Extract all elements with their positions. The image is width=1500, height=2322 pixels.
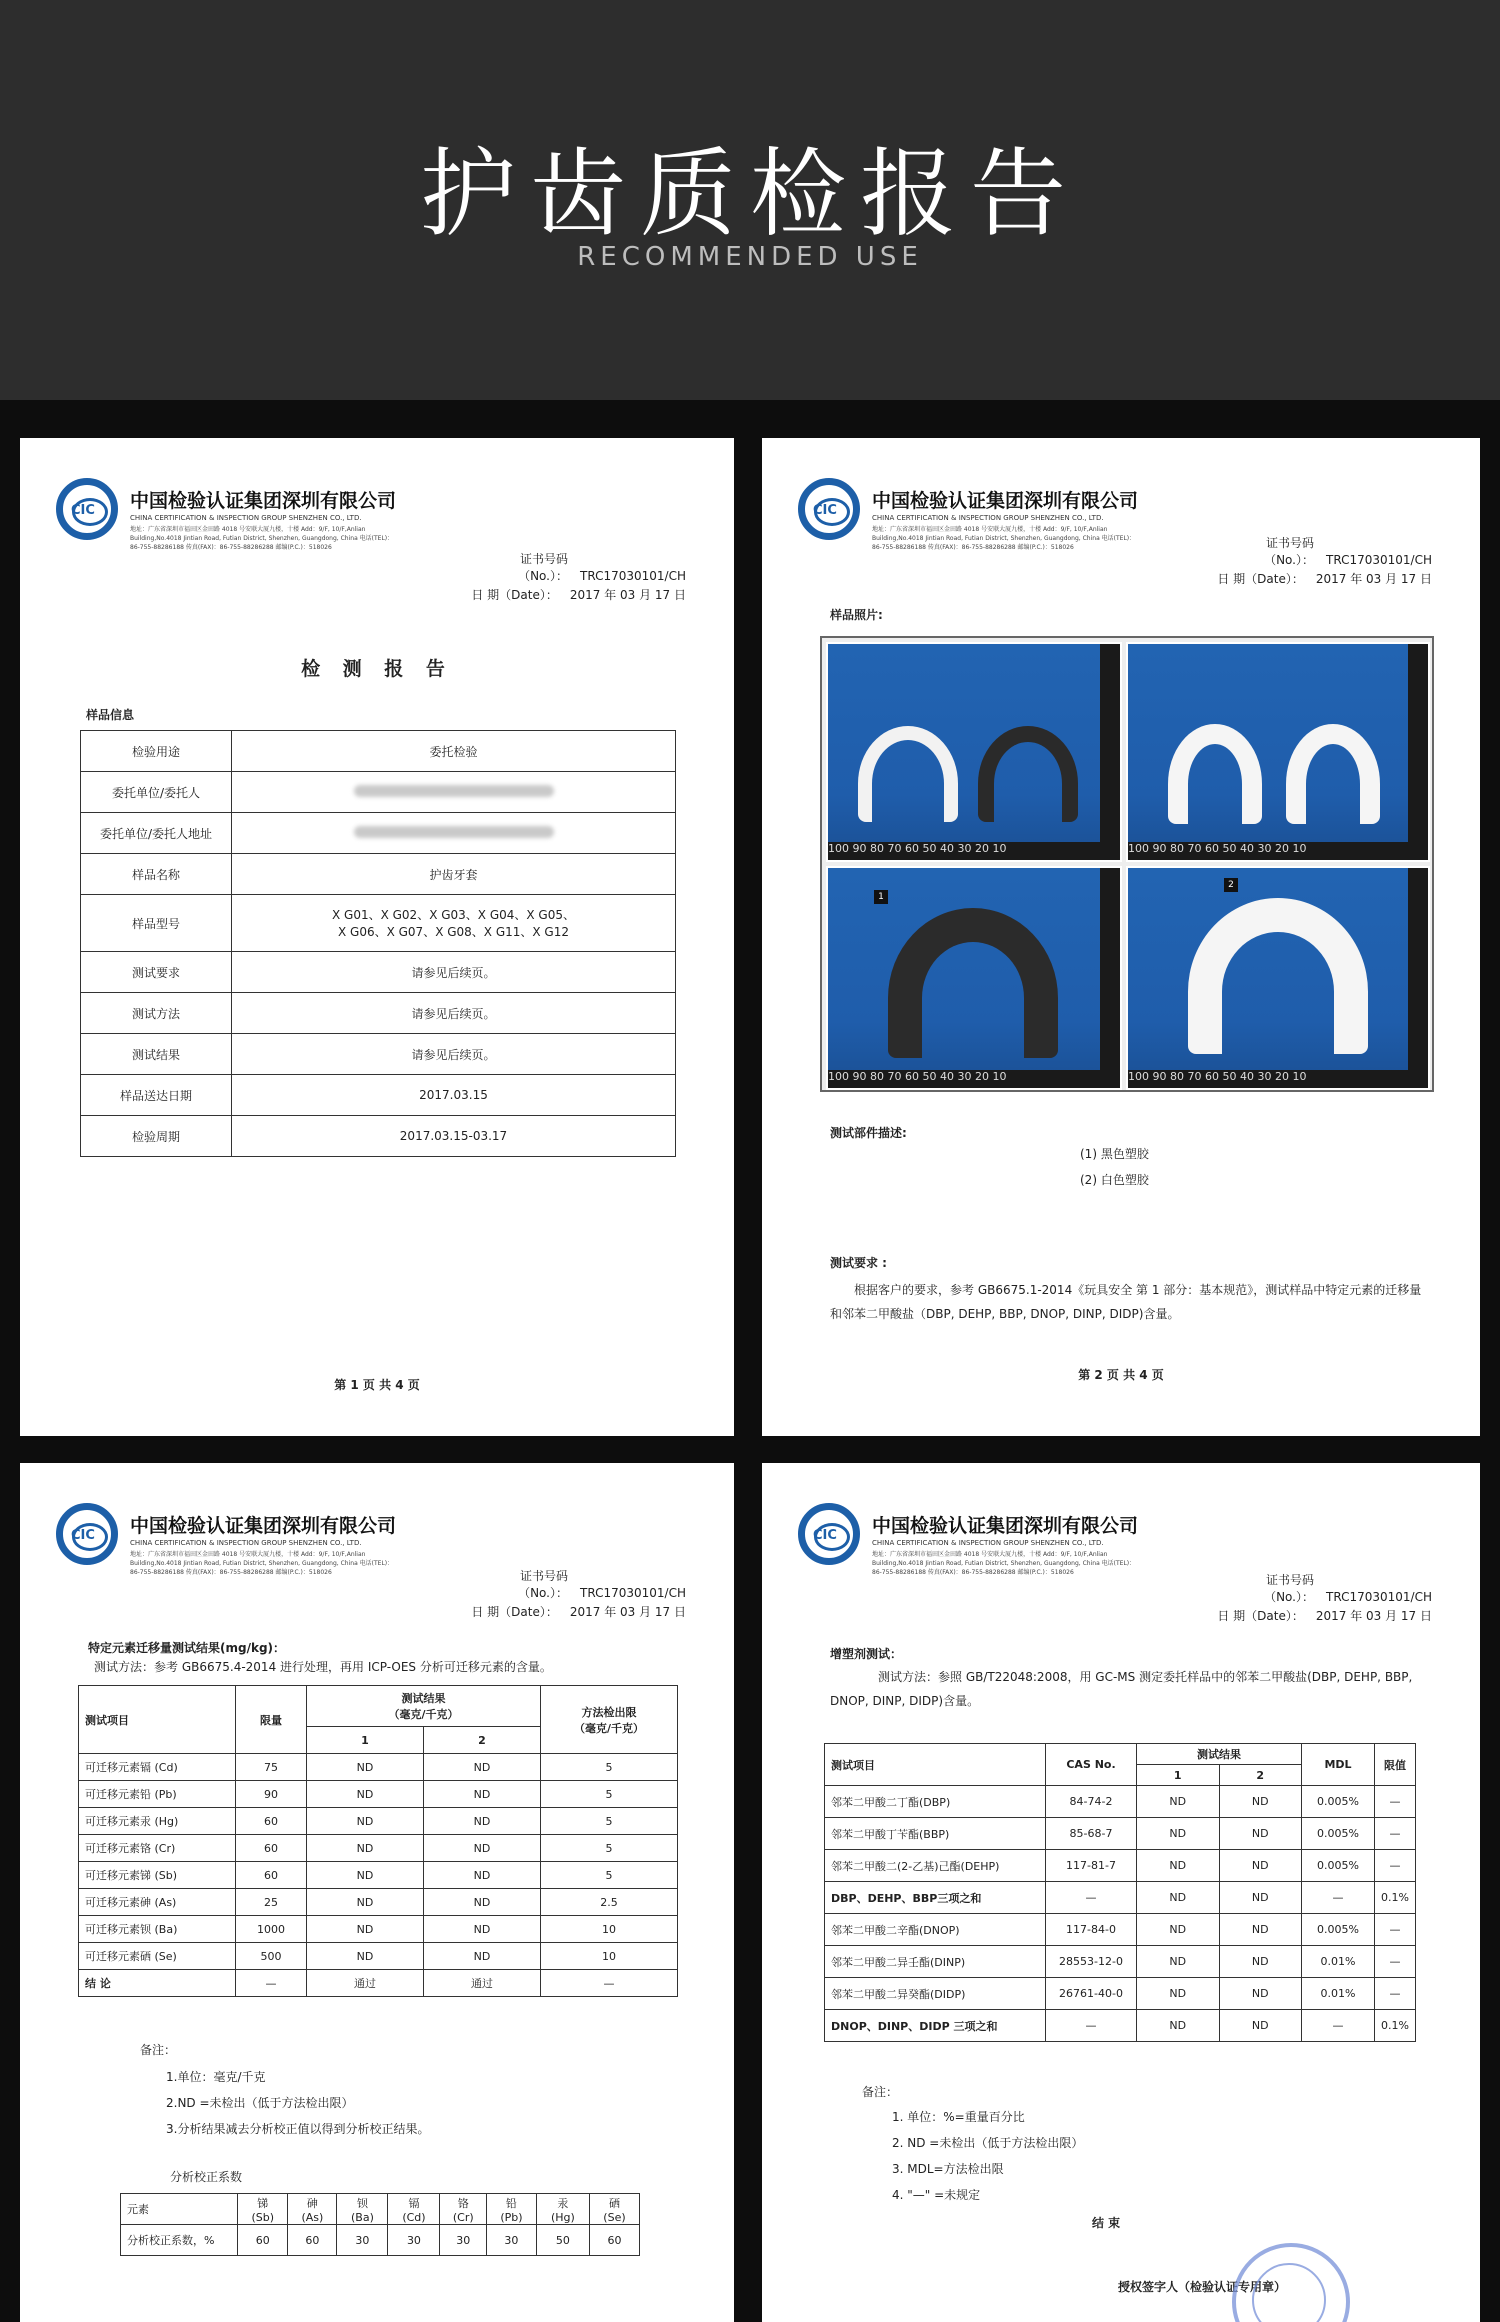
black-guard-shape [888, 908, 1058, 1058]
table-cell: ND [424, 1781, 541, 1808]
company-name-en: CHINA CERTIFICATION & INSPECTION GROUP SHENZHEN CO., LTD. [130, 1539, 362, 1547]
row-value: 2017.03.15 [232, 1075, 676, 1116]
table-row [79, 1835, 678, 1862]
part-1: (1) 黑色塑胶 [1080, 1147, 1149, 1161]
page-footer: 第 2 页 共 4 页 [1078, 1368, 1164, 1382]
table-cell: ND [424, 1889, 541, 1916]
company-name: 中国检验认证集团深圳有限公司 [130, 1515, 397, 1537]
table-cell: 可迁移元素锑 (Sb) [79, 1862, 236, 1889]
req-label: 测试要求 : [830, 1256, 887, 1270]
table-cell: 0.1% [1375, 2010, 1416, 2042]
company-address: 地址：广东省深圳市福田区金田路 4018 号安联大厦九楼，十楼 Add：9/F, 10/F,Anlian Building,No.4018 Jintian Road, Futian District, Shenzhen, Guangdong, China 电话(TEL)：86-755-88286188 传真(FAX)：86-755-88286288 邮编(P.C.)：518026 [130, 1551, 394, 1576]
table-cell: ND [1219, 1946, 1302, 1978]
table-cell: ND [424, 1943, 541, 1970]
test-method: 测试方法：参照 GB/T22048:2008，用 GC-MS 测定委托样品中的邻苯二甲酸盐(DBP, DEHP, BBP, DNOP, DINP, DIDP)含量。 [830, 1670, 1413, 1708]
table-row [81, 993, 676, 1034]
table-cell: ND [424, 1916, 541, 1943]
company-name: 中国检验认证集团深圳有限公司 [872, 1515, 1139, 1537]
row-label: 样品名称 [81, 854, 232, 895]
table-row [79, 1916, 678, 1943]
table-cell: ND [1137, 1882, 1220, 1914]
table-cell: 通过 [424, 1970, 541, 1997]
row-value: 委托检验 [232, 731, 676, 772]
table-row [81, 1116, 676, 1157]
table-row [79, 1970, 678, 1997]
report-page-1 [20, 438, 734, 1436]
table-cell: 500 [236, 1943, 307, 1970]
calib-header-cell: 镉 (Cd) [388, 2194, 440, 2225]
table-cell: ND [307, 1916, 424, 1943]
table-cell: 0.005% [1302, 1850, 1375, 1882]
report-page-2 [762, 438, 1480, 1436]
table-cell: ND [307, 1943, 424, 1970]
white-guard-shape [858, 726, 958, 822]
table-row [81, 952, 676, 993]
table-cell: ND [307, 1835, 424, 1862]
table-cell: ND [424, 1862, 541, 1889]
row-label: 测试要求 [81, 952, 232, 993]
table-cell: 可迁移元素硒 (Se) [79, 1943, 236, 1970]
cert-line: 证书号码（No.）： TRC17030101/CH [1264, 1573, 1432, 1604]
company-name: 中国检验认证集团深圳有限公司 [872, 490, 1139, 512]
table-row [825, 2010, 1416, 2042]
section-title: 特定元素迁移量测试结果(mg/kg)： [88, 1641, 286, 1655]
white-guard-shape [1286, 724, 1380, 824]
date-line: 日 期（Date）： 2017 年 03 月 17 日 [471, 588, 686, 602]
cic-logo-icon: CIC [798, 1503, 860, 1565]
company-name-en: CHINA CERTIFICATION & INSPECTION GROUP SHENZHEN CO., LTD. [872, 514, 1104, 522]
table-cell: 10 [541, 1943, 678, 1970]
table-cell: 可迁移元素铅 (Pb) [79, 1781, 236, 1808]
table-row [81, 854, 676, 895]
table-cell: ND [424, 1835, 541, 1862]
table-cell: 5 [541, 1862, 678, 1889]
table-cell: ND [1137, 1850, 1220, 1882]
table-row [81, 1075, 676, 1116]
calib-cell: 60 [238, 2225, 288, 2256]
calib-cell: 分析校正系数，% [121, 2225, 238, 2256]
table-cell: 邻苯二甲酸二丁酯(DBP) [825, 1786, 1046, 1818]
company-address: 地址：广东省深圳市福田区金田路 4018 号安联大厦九楼，十楼 Add：9/F, 10/F,Anlian Building,No.4018 Jintian Road, Futian District, Shenzhen, Guangdong, China 电话(TEL)：86-755-88286188 传真(FAX)：86-755-88286288 邮编(P.C.)：518026 [130, 526, 394, 551]
table-cell: 0.01% [1302, 1946, 1375, 1978]
req-text: 根据客户的要求，参考 GB6675.1-2014《玩具安全 第 1 部分：基本规范》，测试样品中特定元素的迁移量和邻苯二甲酸盐（DBP, DEHP, BBP, DNOP, DINP, DIDP)含量。 [830, 1283, 1422, 1321]
table-cell: ND [307, 1781, 424, 1808]
table-cell: 0.005% [1302, 1818, 1375, 1850]
note-2: 2.ND =未检出（低于方法检出限） [166, 2096, 354, 2110]
table-cell: — [1375, 1786, 1416, 1818]
sample-info-table [80, 730, 676, 1157]
calib-cell: 30 [487, 2225, 537, 2256]
table-cell: — [1375, 1818, 1416, 1850]
cic-logo-icon: CIC [56, 1503, 118, 1565]
calib-cell: 60 [288, 2225, 337, 2256]
table-cell: DBP、DEHP、BBP三项之和 [825, 1882, 1046, 1914]
note-3: 3. MDL=方法检出限 [892, 2162, 1004, 2176]
notes-label: 备注： [862, 2085, 899, 2099]
row-value: 请参见后续页。 [232, 952, 676, 993]
page-title: 护齿质检报告 [420, 138, 1080, 250]
table-row [825, 1978, 1416, 2010]
marker-1: 1 [874, 890, 888, 904]
report-title: 检 测 报 告 [301, 658, 453, 680]
table-row [825, 1818, 1416, 1850]
element-migration-table: 测试项目 限量 测试结果 （毫克/千克） 方法检出限 （毫克/千克） 1 2 可迁移元素镉 (Cd) 75 ND ND 5 可迁移元素铅 (Pb) 90 ND ND 5 可迁移元素汞 (Hg) 60 ND ND 5 可迁移元素铬 (Cr) 60 ND ND 5 可迁移元素锑 (Sb) 60 ND ND 5 可迁移元素砷 (As) 25 ND ND 2.5 可迁移元素钡 (Ba) 1000 ND ND 10 可迁移元素硒 (Se) 500 ND ND 10 结 论 — 通过 通过 — [78, 1685, 678, 1997]
row-value: 请参见后续页。 [232, 1034, 676, 1075]
table-cell: ND [307, 1862, 424, 1889]
header-banner [0, 0, 1500, 400]
section-title: 增塑剂测试： [830, 1647, 903, 1661]
company-name-en: CHINA CERTIFICATION & INSPECTION GROUP SHENZHEN CO., LTD. [130, 514, 362, 522]
notes-label: 备注： [140, 2043, 177, 2057]
table-cell: 5 [541, 1835, 678, 1862]
photos-label: 样品照片: [830, 608, 883, 622]
test-method: 测试方法：参考 GB6675.4-2014 进行处理，再用 ICP-OES 分析可迁移元素的含量。 [94, 1660, 552, 1674]
row-value: 2017.03.15-03.17 [232, 1116, 676, 1157]
calib-label: 分析校正系数 [170, 2170, 243, 2184]
cic-logo-icon: CIC [798, 478, 860, 540]
table-row [825, 1786, 1416, 1818]
table-cell: 邻苯二甲酸丁苄酯(BBP) [825, 1818, 1046, 1850]
table-cell: 邻苯二甲酸二辛酯(DNOP) [825, 1914, 1046, 1946]
calib-header-cell: 硒 (Se) [589, 2194, 639, 2225]
redacted-text [354, 826, 554, 838]
table-cell: 90 [236, 1781, 307, 1808]
note-3: 3.分析结果减去分析校正值以得到分析校正结果。 [166, 2122, 430, 2136]
table-cell: ND [1137, 2010, 1220, 2042]
table-cell: 0.01% [1302, 1978, 1375, 2010]
calibration-table [120, 2193, 640, 2256]
row-label: 检验用途 [81, 731, 232, 772]
table-cell: 0.005% [1302, 1914, 1375, 1946]
calib-header-cell: 铅 (Pb) [487, 2194, 537, 2225]
white-guard-shape [1168, 724, 1262, 824]
table-row [79, 1862, 678, 1889]
plasticizer-table: 测试项目 CAS No. 测试结果 MDL 限值 1 2 邻苯二甲酸二丁酯(DBP) 84-74-2 ND ND 0.005% — 邻苯二甲酸丁苄酯(BBP) 85-68-7 ND ND 0.005% — 邻苯二甲酸二(2-乙基)己酯(DEHP) 117-81-7 ND ND 0.005% — DBP、DEHP、BBP三项之和 — ND ND — 0.1% 邻苯二甲酸二辛酯(DNOP) 117-84-0 ND ND 0.005% — 邻苯二甲酸二异壬酯(DINP) 28553-12-0 ND ND 0.01% — 邻苯二甲酸二异癸酯(DIDP) 26761-40-0 ND ND 0.01% — DNOP、DINP、DIDP 三项之和 — ND ND — 0.1% [824, 1743, 1416, 2042]
table-cell: ND [1219, 1882, 1302, 1914]
section-title: 样品信息 [86, 708, 135, 722]
calib-cell: 30 [337, 2225, 388, 2256]
table-row [79, 1943, 678, 1970]
table-cell: ND [424, 1754, 541, 1781]
calib-header-cell: 钡 (Ba) [337, 2194, 388, 2225]
table-row [81, 1034, 676, 1075]
table-row [79, 1808, 678, 1835]
row-label: 测试方法 [81, 993, 232, 1034]
table-cell: 可迁移元素砷 (As) [79, 1889, 236, 1916]
table-cell: — [1375, 1978, 1416, 2010]
table-cell: 0.005% [1302, 1786, 1375, 1818]
parts-label: 测试部件描述: [830, 1126, 907, 1140]
table-cell: ND [1137, 1946, 1220, 1978]
table-row [825, 1914, 1416, 1946]
page-subtitle: RECOMMENDED USE [577, 242, 923, 272]
page-footer: 第 1 页 共 4 页 [334, 1378, 420, 1392]
table-cell: 可迁移元素汞 (Hg) [79, 1808, 236, 1835]
table-cell: 结 论 [79, 1970, 236, 1997]
table-cell: — [1375, 1946, 1416, 1978]
table-cell: 可迁移元素钡 (Ba) [79, 1916, 236, 1943]
calib-cell: 50 [536, 2225, 589, 2256]
redacted-text [354, 785, 554, 797]
table-cell: 28553-12-0 [1046, 1946, 1137, 1978]
table-cell: ND [1219, 1818, 1302, 1850]
date-line: 日 期（Date）： 2017 年 03 月 17 日 [1217, 572, 1432, 586]
cert-line: 证书号码（No.）： TRC17030101/CH [1264, 536, 1432, 567]
calib-header-cell: 铬 (Cr) [440, 2194, 487, 2225]
table-cell: ND [1219, 1850, 1302, 1882]
table-cell: 10 [541, 1916, 678, 1943]
table-cell: — [1375, 1850, 1416, 1882]
row-label: 委托单位/委托人 [81, 772, 232, 813]
note-2: 2. ND =未检出（低于方法检出限） [892, 2136, 1084, 2150]
table-cell: 60 [236, 1862, 307, 1889]
table-row [81, 731, 676, 772]
table-cell: — [236, 1970, 307, 1997]
table-cell: — [1302, 2010, 1375, 2042]
table-row [79, 1754, 678, 1781]
table-cell: 0.1% [1375, 1882, 1416, 1914]
note-4: 4. "—" =未规定 [892, 2188, 981, 2202]
table-cell: 可迁移元素铬 (Cr) [79, 1835, 236, 1862]
table-cell: 通过 [307, 1970, 424, 1997]
table-cell: DNOP、DINP、DIDP 三项之和 [825, 2010, 1046, 2042]
table-cell: ND [1219, 1786, 1302, 1818]
row-label: 检验周期 [81, 1116, 232, 1157]
note-1: 1. 单位：%=重量百分比 [892, 2110, 1025, 2124]
calib-header-cell: 锑 (Sb) [238, 2194, 288, 2225]
calib-cell: 60 [589, 2225, 639, 2256]
table-row [825, 1850, 1416, 1882]
table-cell: ND [1219, 1914, 1302, 1946]
table-cell: ND [1137, 1978, 1220, 2010]
table-cell: 5 [541, 1808, 678, 1835]
calib-header-cell: 砷 (As) [288, 2194, 337, 2225]
table-cell: — [541, 1970, 678, 1997]
table-cell: ND [1137, 1818, 1220, 1850]
table-cell: ND [307, 1889, 424, 1916]
row-value [232, 772, 676, 813]
table-cell: 2.5 [541, 1889, 678, 1916]
table-row [825, 1946, 1416, 1978]
table-cell: 25 [236, 1889, 307, 1916]
calib-header-cell: 汞 (Hg) [536, 2194, 589, 2225]
row-label: 委托单位/委托人地址 [81, 813, 232, 854]
row-value: X G01、X G02、X G03、X G04、X G05、 X G06、X G07、X G08、X G11、X G12 [232, 895, 676, 952]
table-cell: 邻苯二甲酸二异癸酯(DIDP) [825, 1978, 1046, 2010]
marker-2: 2 [1224, 878, 1238, 892]
table-cell: — [1046, 1882, 1137, 1914]
table-cell: 117-84-0 [1046, 1914, 1137, 1946]
cert-line: 证书号码（No.）： TRC17030101/CH [518, 552, 686, 583]
report-page-3 [20, 1463, 734, 2322]
photo-both-guards-top: 100 90 80 70 60 50 40 30 20 10 [826, 642, 1122, 862]
table-row [81, 813, 676, 854]
table-cell: — [1375, 1914, 1416, 1946]
table-cell: — [1302, 1882, 1375, 1914]
row-label: 样品送达日期 [81, 1075, 232, 1116]
photo-black-guard: 1 100 90 80 70 60 50 40 30 20 10 [826, 866, 1122, 1090]
table-cell: 1000 [236, 1916, 307, 1943]
table-row [81, 772, 676, 813]
calib-cell: 30 [440, 2225, 487, 2256]
table-row [79, 1889, 678, 1916]
table-cell: ND [1219, 1978, 1302, 2010]
white-guard-shape [1188, 898, 1368, 1054]
table-row [825, 1882, 1416, 1914]
table-cell: 可迁移元素镉 (Cd) [79, 1754, 236, 1781]
row-label: 测试结果 [81, 1034, 232, 1075]
table-row [79, 1781, 678, 1808]
end-label: 结 束 [1092, 2216, 1121, 2230]
company-address: 地址：广东省深圳市福田区金田路 4018 号安联大厦九楼，十楼 Add：9/F, 10/F,Anlian Building,No.4018 Jintian Road, Futian District, Shenzhen, Guangdong, China 电话(TEL)：86-755-88286188 传真(FAX)：86-755-88286288 邮编(P.C.)：518026 [872, 526, 1136, 551]
table-cell: ND [1137, 1914, 1220, 1946]
table-row [81, 895, 676, 952]
row-value [232, 813, 676, 854]
calib-cell: 30 [388, 2225, 440, 2256]
table-cell: 60 [236, 1808, 307, 1835]
company-address: 地址：广东省深圳市福田区金田路 4018 号安联大厦九楼，十楼 Add：9/F, 10/F,Anlian Building,No.4018 Jintian Road, Futian District, Shenzhen, Guangdong, China 电话(TEL)：86-755-88286188 传真(FAX)：86-755-88286288 邮编(P.C.)：518026 [872, 1551, 1136, 1576]
date-line: 日 期（Date）： 2017 年 03 月 17 日 [471, 1605, 686, 1619]
table-cell: ND [1219, 2010, 1302, 2042]
note-1: 1.单位：毫克/千克 [166, 2070, 266, 2084]
table-cell: ND [307, 1808, 424, 1835]
table-cell: 84-74-2 [1046, 1786, 1137, 1818]
table-cell: 邻苯二甲酸二异壬酯(DINP) [825, 1946, 1046, 1978]
table-cell: 85-68-7 [1046, 1818, 1137, 1850]
photo-white-guard: 2 100 90 80 70 60 50 40 30 20 10 [1126, 866, 1430, 1090]
row-label: 样品型号 [81, 895, 232, 952]
table-cell: 117-81-7 [1046, 1850, 1137, 1882]
row-value: 请参见后续页。 [232, 993, 676, 1034]
cert-line: 证书号码（No.）： TRC17030101/CH [518, 1569, 686, 1600]
black-guard-shape [978, 726, 1078, 822]
table-cell: 75 [236, 1754, 307, 1781]
sample-photos [820, 636, 1434, 1092]
report-page-4 [762, 1463, 1480, 2322]
company-name: 中国检验认证集团深圳有限公司 [130, 490, 397, 512]
table-cell: ND [307, 1754, 424, 1781]
table-cell: ND [1137, 1786, 1220, 1818]
part-2: (2) 白色塑胶 [1080, 1173, 1149, 1187]
row-value: 护齿牙套 [232, 854, 676, 895]
photo-white-guards: 100 90 80 70 60 50 40 30 20 10 [1126, 642, 1430, 862]
company-name-en: CHINA CERTIFICATION & INSPECTION GROUP SHENZHEN CO., LTD. [872, 1539, 1104, 1547]
table-cell: 5 [541, 1781, 678, 1808]
calib-header-cell: 元素 [121, 2194, 238, 2225]
table-cell: 邻苯二甲酸二(2-乙基)己酯(DEHP) [825, 1850, 1046, 1882]
table-cell: 60 [236, 1835, 307, 1862]
date-line: 日 期（Date）： 2017 年 03 月 17 日 [1217, 1609, 1432, 1623]
table-cell: — [1046, 2010, 1137, 2042]
table-cell: 26761-40-0 [1046, 1978, 1137, 2010]
cic-logo-icon: CIC [56, 478, 118, 540]
official-seal-icon [1232, 2243, 1350, 2322]
table-cell: 5 [541, 1754, 678, 1781]
signer-label: 授权签字人（检验认证专用章） [1118, 2280, 1287, 2294]
table-cell: ND [424, 1808, 541, 1835]
